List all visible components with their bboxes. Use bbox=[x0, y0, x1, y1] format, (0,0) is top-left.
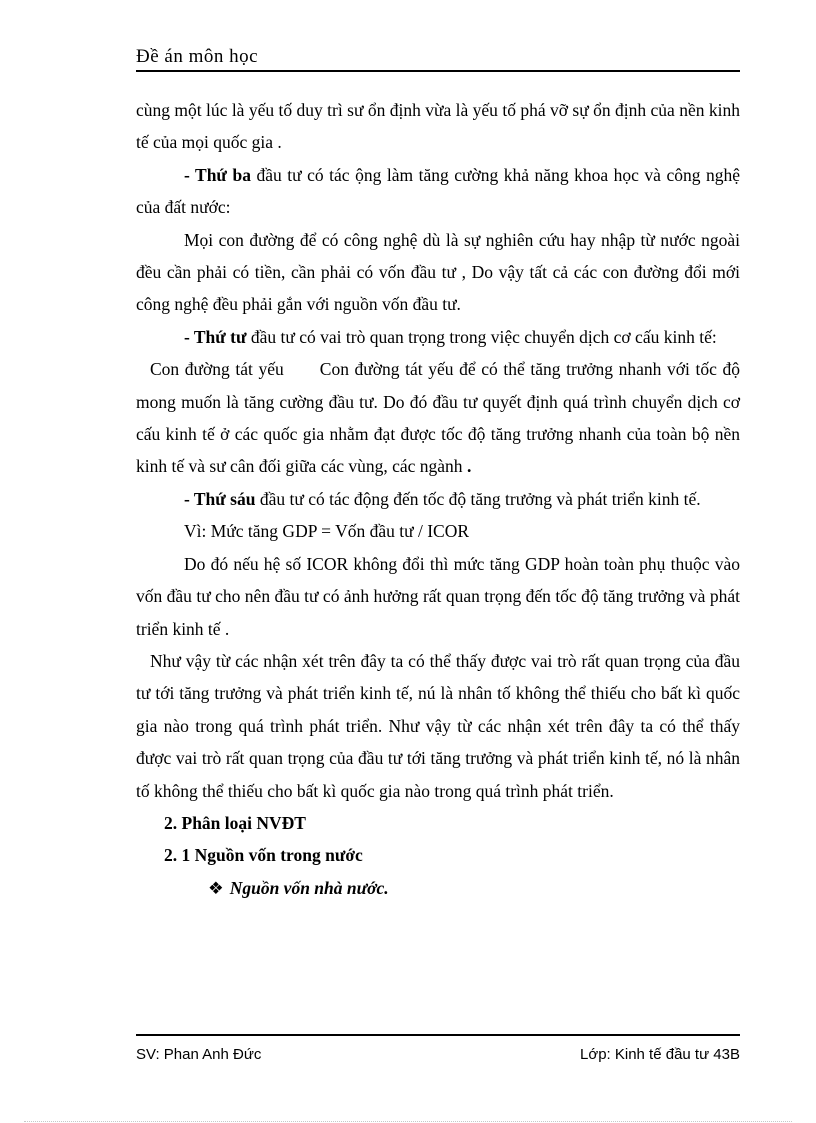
paragraph-structure bbox=[136, 353, 740, 483]
label-thu-tu: - Thứ tư bbox=[184, 326, 247, 347]
paragraph-technology: Mọi con đường để có công nghệ dù là sự nghiên cứu hay nhập từ nước ngoài đều cần phải có tiền, cần phải có vốn đầu tư , Do vậy tất cả các con đường đổi mới công nghệ đều phải gắn với nguồn vốn đầu tư. bbox=[136, 229, 740, 315]
page-bottom-divider bbox=[24, 1121, 792, 1122]
paragraph-thu-sau bbox=[136, 483, 740, 515]
document-body bbox=[136, 94, 740, 904]
paragraph-thu-tu bbox=[136, 321, 740, 353]
text-thu-ba: đầu tư có tác ộng làm tăng cường khả năng khoa học và công nghệ của đất nước: bbox=[136, 164, 741, 218]
footer-class: Lớp: Kinh tế đầu tư 43B bbox=[580, 1046, 740, 1063]
structure-text: Con đường tát yếu để có thể tăng trưởng nhanh với tốc độ mong muốn là tăng cường đầu tư. Do đó đầu tư quyết định quá trình chuyển dịch cơ cấu kinh tế ở các quốc gia nhằm đạt được tốc độ tăng trưởng nhanh của toàn bộ nền kinh tế và sư cân đối giữa các vùng, các ngành bbox=[136, 359, 741, 477]
lead-text: Con đường tát yếu bbox=[150, 359, 284, 380]
page-header bbox=[136, 46, 740, 72]
paragraph-icor: Do đó nếu hệ số ICOR không đổi thì mức tăng GDP hoàn toàn phụ thuộc vào vốn đầu tư cho nên đầu tư có ảnh hưởng rất quan trọng đến tốc độ tăng trưởng và phát triển kinh tế . bbox=[136, 553, 740, 639]
page-footer bbox=[136, 1034, 740, 1064]
header-title: Đề án môn học bbox=[136, 46, 259, 67]
bullet-item bbox=[136, 872, 740, 904]
text-thu-tu: đầu tư có vai trò quan trọng trong việc chuyển dịch cơ cấu kinh tế: bbox=[246, 326, 717, 347]
text-thu-sau: đầu tư có tác động đến tốc độ tăng trưởng và phát triển kinh tế. bbox=[255, 488, 701, 509]
label-thu-ba: - Thứ ba bbox=[184, 164, 251, 185]
subsection-heading: 2. 1 Nguồn vốn trong nước bbox=[164, 845, 363, 866]
paragraph-summary: Như vậy từ các nhận xét trên đây ta có thể thấy được vai trò rất quan trọng của đầu tư tới tăng trưởng và phát triển kinh tế, nú là nhân tố không thể thiếu cho bất kì quốc gia nào trong quá trình phát triển. Như vậy từ các nhận xét trên đây ta có thể thấy được vai trò rất quan trọng của đầu tư tới tăng trưởng và phát triển kinh tế, nó là nhân tố không thể thiếu cho bất kì quốc gia nào trong quá trình phát triển. bbox=[136, 650, 740, 801]
structure-end: . bbox=[462, 456, 472, 477]
paragraph-formula: Vì: Mức tăng GDP = Vốn đầu tư / ICOR bbox=[184, 521, 470, 542]
footer-student: SV: Phan Anh Đức bbox=[136, 1046, 262, 1063]
diamond-bullet-icon: ❖ bbox=[208, 877, 224, 898]
section-heading: 2. Phân loại NVĐT bbox=[164, 812, 306, 833]
bullet-text: Nguồn vốn nhà nước. bbox=[229, 877, 389, 898]
paragraph-continuation: cùng một lúc là yếu tố duy trì sư ổn định vừa là yếu tố phá vỡ sự ổn định của nền kinh tế của mọi quốc gia . bbox=[136, 100, 740, 153]
paragraph-thu-ba bbox=[136, 159, 740, 224]
label-thu-sau: - Thứ sáu bbox=[184, 488, 256, 509]
